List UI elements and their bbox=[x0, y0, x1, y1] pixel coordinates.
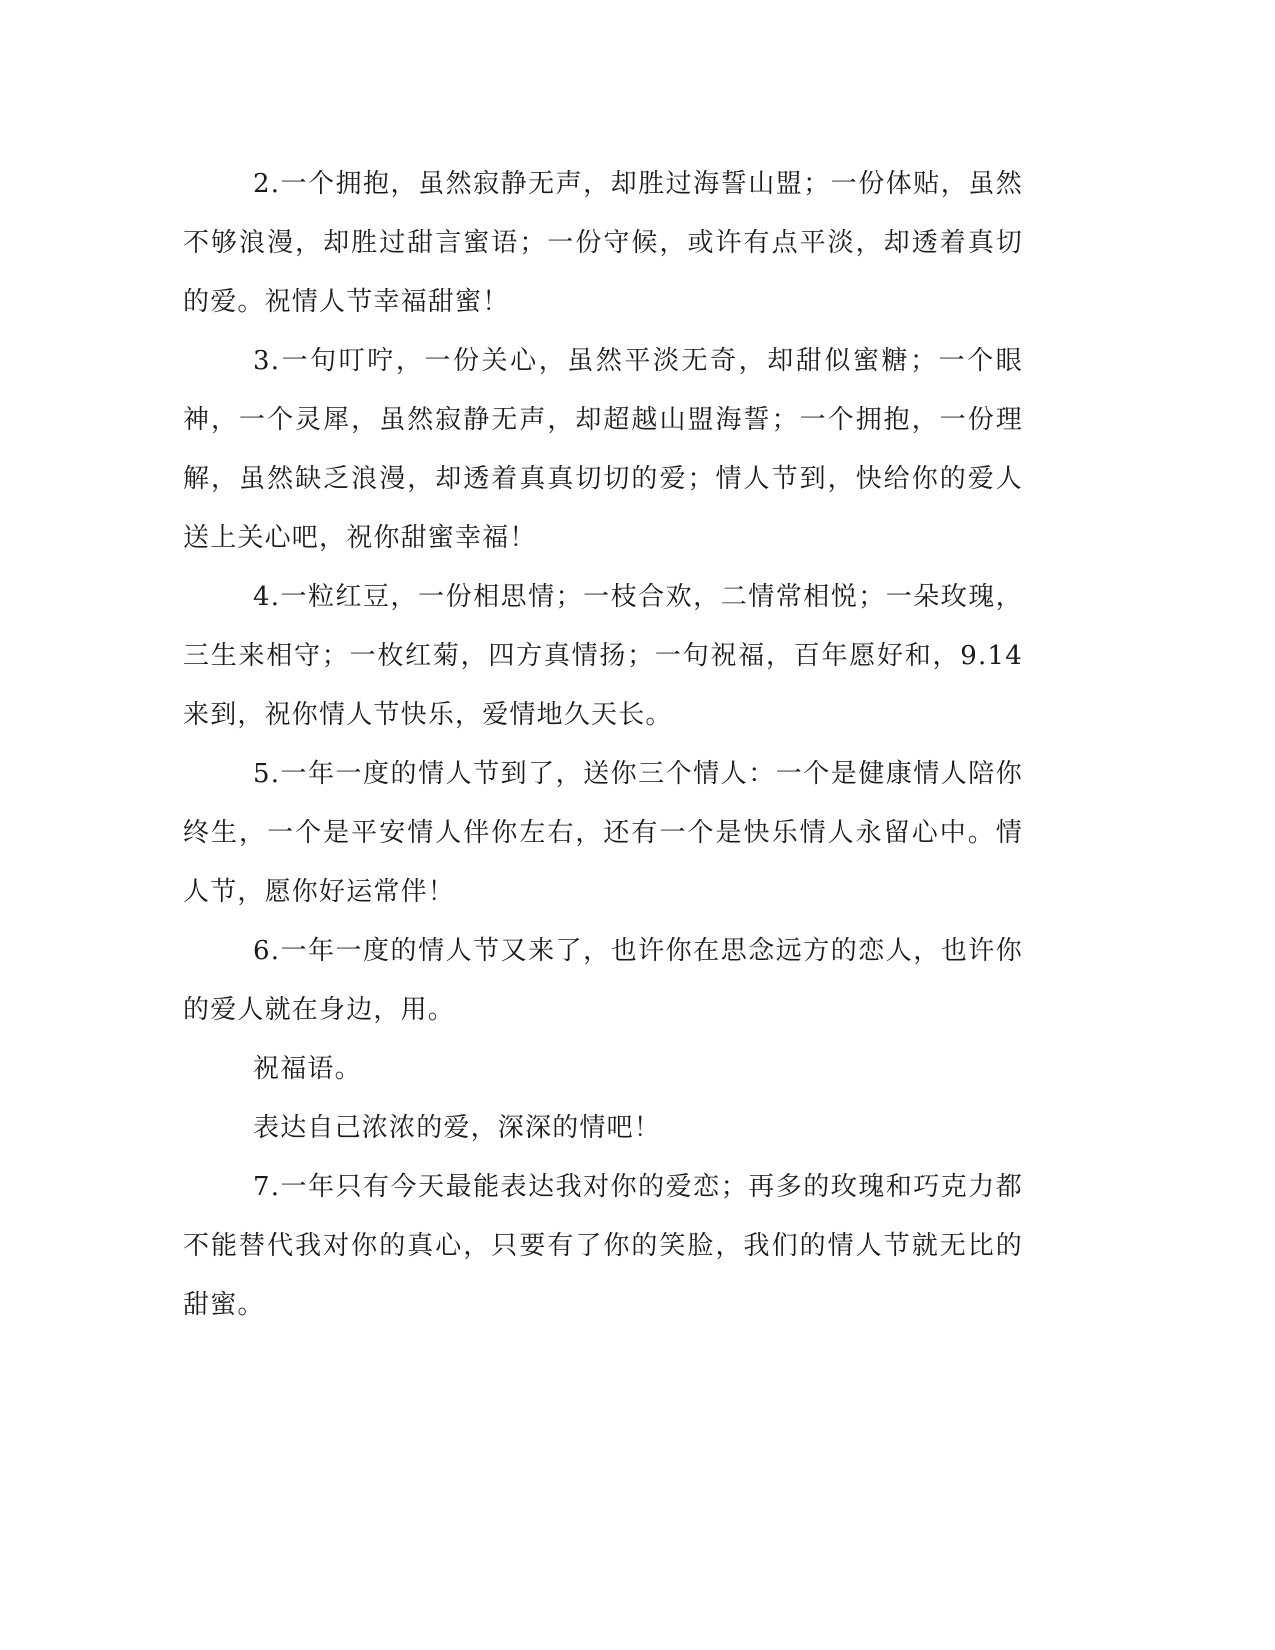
paragraph-blessing: 祝福语。 bbox=[253, 1054, 362, 1084]
paragraph-express-love: 表达自己浓浓的爱，深深的情吧！ bbox=[253, 1113, 662, 1143]
paragraph-3: 3.一句叮咛，一份关心，虽然平淡无奇，却甜似蜜糖；一个眼神，一个灵犀，虽然寂静无声，却超越山盟海誓；一个拥抱，一份理解，虽然缺乏浪漫，却透着真真切切的爱；情人节到，快给你的爱人送上关心吧，祝你甜蜜幸福！ bbox=[183, 346, 1023, 553]
paragraph-5: 5.一年一度的情人节到了，送你三个情人：一个是健康情人陪你终生，一个是平安情人伴你左右，还有一个是快乐情人永留心中。情人节，愿你好运常伴！ bbox=[183, 759, 1023, 907]
document-body bbox=[183, 155, 1023, 1335]
paragraph-6: 6.一年一度的情人节又来了，也许你在思念远方的恋人，也许你的爱人就在身边，用。 bbox=[183, 936, 1023, 1025]
paragraph-4: 4.一粒红豆，一份相思情；一枝合欢，二情常相悦；一朵玫瑰，三生来相守；一枚红菊，四方真情扬；一句祝福，百年愿好和，9.14来到，祝你情人节快乐，爱情地久天长。 bbox=[183, 582, 1023, 730]
paragraph-2: 2.一个拥抱，虽然寂静无声，却胜过海誓山盟；一份体贴，虽然不够浪漫，却胜过甜言蜜语；一份守候，或许有点平淡，却透着真切的爱。祝情人节幸福甜蜜！ bbox=[183, 169, 1023, 317]
paragraph-7: 7.一年只有今天最能表达我对你的爱恋；再多的玫瑰和巧克力都不能替代我对你的真心，只要有了你的笑脸，我们的情人节就无比的甜蜜。 bbox=[183, 1172, 1023, 1320]
